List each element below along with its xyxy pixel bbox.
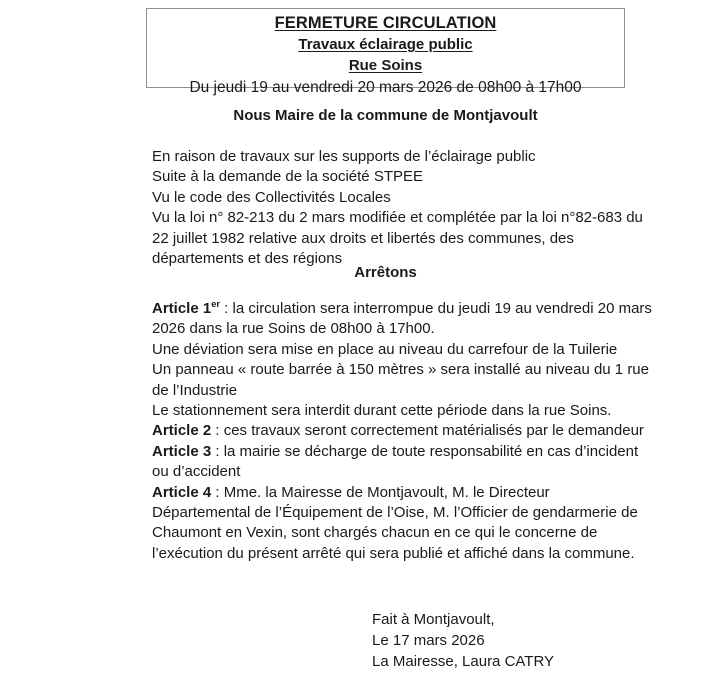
article-text: ces travaux seront correctement matérialisés par le demandeur [223,422,644,440]
preamble-line: départements et des régions [152,250,343,268]
notice-title: FERMETURE CIRCULATION [274,14,497,32]
issuing-authority: Nous Maire de la commune de Montjavoult [233,107,538,124]
preamble-line: Suite à la demande de la société STPEE [152,168,423,186]
preamble-line: En raison de travaux sur les supports de l’éclairage public [152,148,536,165]
article-text: 2026 dans la rue Soins de 08h00 à 17h00. [152,320,435,338]
article-text: Chaumont en Vexin, sont chargés chacun en ce qui le concerne de [152,524,598,542]
article-text: ou d’accident [152,463,241,481]
article-label: Article 1er [152,299,220,317]
article-text: la circulation sera interrompue du jeudi 19 au vendredi 20 mars [232,300,652,317]
article-text: la mairie se décharge de toute responsabilité en cas d’incident [223,442,639,460]
article-separator: : [211,483,224,501]
preamble-block [152,147,652,269]
signature-block [372,609,554,672]
article-text: l’exécution du présent arrêté qui sera publié et affiché dans la commune. [152,544,635,562]
article-text: Un panneau « route barrée à 150 mètres » sera installé au niveau du 1 rue [152,361,649,379]
article-separator: : [211,422,224,440]
article-row [152,299,652,319]
article-label: Article 4 [152,483,212,501]
header-notice-box [146,8,625,96]
article-label: Article 3 [152,442,212,460]
article-separator: : [211,442,224,460]
article-label: Article 2 [152,422,212,440]
preamble-line: Vu le code des Collectivités Locales [152,188,391,206]
article-separator: : [224,300,233,317]
notice-period: Du jeudi 19 au vendredi 20 mars 2026 de 08h00 à 17h00 [189,79,582,96]
notice-street: Rue Soins [348,57,423,74]
article-text: Une déviation sera mise en place au niveau du carrefour de la Tuilerie [152,340,618,358]
article-text: de l’Industrie [152,381,238,399]
article-label-superscript: er [211,299,220,309]
preamble-line: 22 juillet 1982 relative aux droits et libertés des communes, des [152,229,574,247]
article-text: Mme. la Mairesse de Montjavoult, M. le Directeur [223,483,550,501]
signature-signatory: La Mairesse, Laura CATRY [372,653,555,670]
articles-block [152,299,652,564]
article-text: Départemental de l’Équipement de l’Oise, M. l’Officier de gendarmerie de [152,504,638,522]
article-row [152,483,652,503]
article-text: Le stationnement sera interdit durant cette période dans la rue Soins. [152,402,612,420]
preamble-line: Vu la loi n° 82-213 du 2 mars modifiée et complétée par la loi n°82-683 du [152,209,643,227]
article-row [152,421,652,441]
article-row [152,442,652,462]
signature-place: Fait à Montjavoult, [372,611,495,628]
decision-heading: Arrêtons [354,264,417,281]
signature-date: Le 17 mars 2026 [372,632,485,649]
notice-subject: Travaux éclairage public [298,36,473,53]
